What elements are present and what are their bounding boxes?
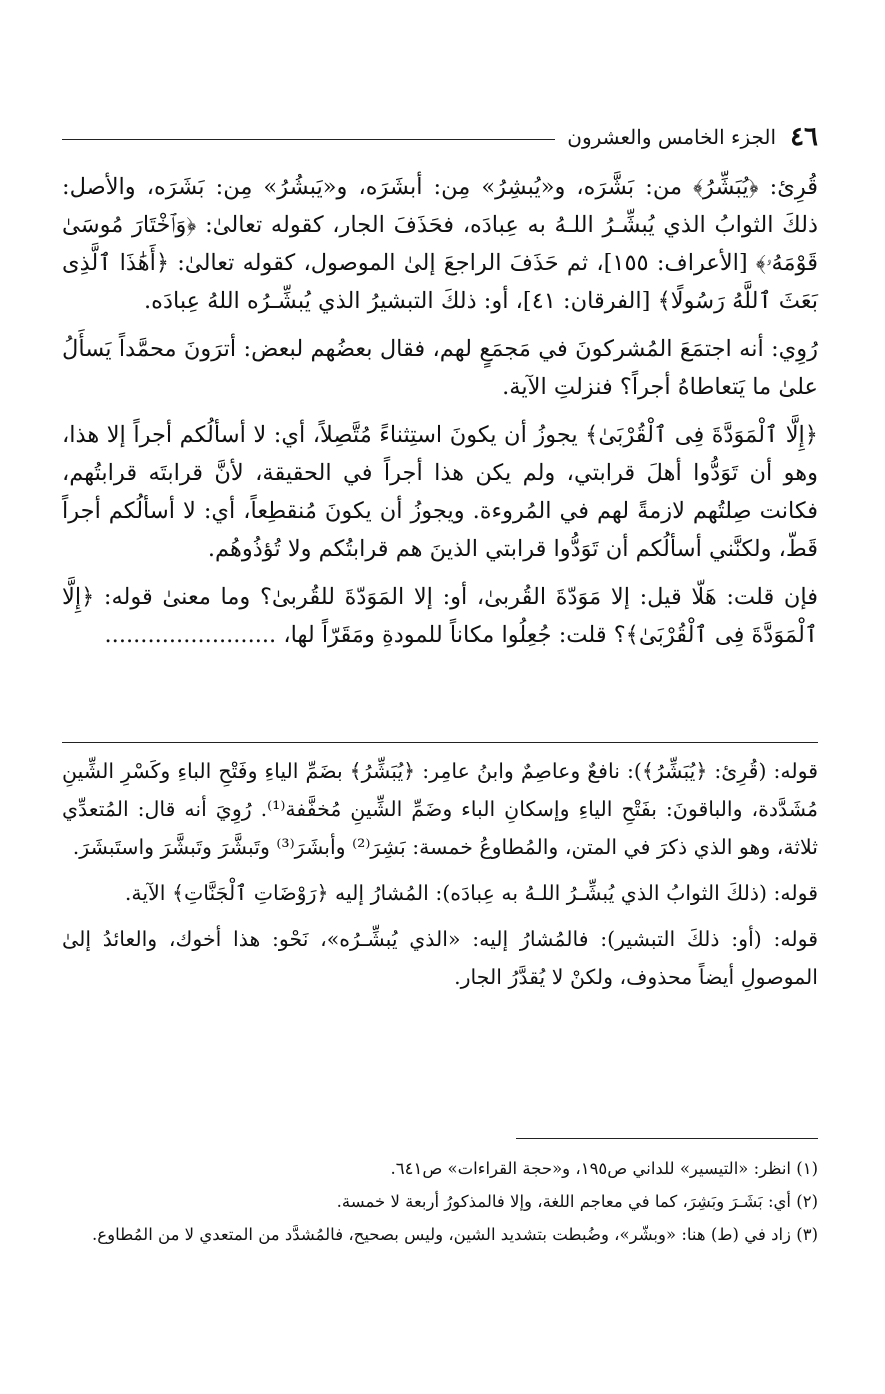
- main-paragraph-question: [62, 578, 818, 654]
- footnote-2: (٢) أي: بَشَـرَ وبَشِرَ، كما في معاجم اللغة، وإلا فالمذكورُ أربعة لا خمسة.: [336, 1192, 818, 1211]
- commentary-paragraph-reward: قوله: (ذلكَ الثوابُ الذي يُبشِّـرُ اللـهُ به عِبادَه): المُشارُ إليه ﴿رَوْضَاتِ ٱلْجَنَّاتِ﴾ الآية.: [124, 881, 818, 905]
- footnote-1: (١) انظر: «التيسير» للداني ص١٩٥، و«حجة القراءات» ص٦٤١.: [390, 1159, 818, 1178]
- commentary-section: [62, 752, 818, 1004]
- main-paragraph-readings: قُرِئ: ﴿يُبَشِّرُ﴾ من: بَشَّرَه، و«يُبشِرُ» مِن: أبشَرَه، و«يَبشُرُ» مِن: بَشَرَه، والأصل: ذلكَ الثوابُ الذي يُبشِّـرُ اللـهُ به عِبادَه، فحَذَفَ الجار، كقوله تعالىٰ: ﴿وَٱخْتَارَ مُوسَىٰ قَوْمَهُۥ﴾ [الأعراف: ١٥٥]، ثم حَذَفَ الراجعَ إلىٰ الموصول، كقوله تعالىٰ: ﴿أَهَٰذَا ٱلَّذِى بَعَثَ ٱللَّهُ رَسُولًا﴾ [الفرقان: ٤١]، أو: ذلكَ التبشيرُ الذي يُبشِّـرُه اللهُ عِبادَه.: [62, 174, 818, 314]
- continuation-dots: ........................: [104, 622, 277, 648]
- question-text: فإن قلت: هَلّا قيل: إلا مَوَدّةَ القُربىٰ، أو: إلا المَوَدّةَ للقُربىٰ؟ وما معنىٰ قوله: ﴿إِلَّا ٱلْمَوَدَّةَ فِى ٱلْقُرْبَىٰ﴾؟ قلت: جُعِلُوا مكاناً للمودةِ ومَقَرّاً لها،: [62, 584, 818, 648]
- footnote-3: (٣) زاد في (ط) هنا: «وبشّر»، وضُبطت بتشديد الشين، وليس بصحيح، فالمُشدَّد من المتعدي لا من المُطاوع.: [92, 1225, 818, 1244]
- footnotes-rule: [516, 1138, 818, 1139]
- commentary-paragraph-readings: قوله: (قُرِئ: ﴿يُبَشِّرُ﴾): نافعٌ وعاصِمٌ وابنُ عامِر: ﴿يُبَشِّرُ﴾ بضَمِّ الياءِ وفَتْحِ الباءِ وكَسْرِ الشِّينِ مُشَدَّدة، والباقونَ: بفَتْحِ الياءِ وإسكانِ الباء وضَمِّ الشِّينِ مُخفَّفة⁽¹⁾. رُوِيَ أنه قال: المُتعدِّي ثلاثة، وهو الذي ذكرَ في المتن، والمُطاوعُ خمسة: بَشِرَ⁽²⁾ وأبشَرَ⁽³⁾ وتَبشَّرَ وتَبشَّرَ واستَبشَرَ.: [62, 759, 818, 859]
- main-text: [62, 168, 818, 664]
- main-paragraph-narration: رُوِي: أنه اجتمَعَ المُشركونَ في مَجمَعٍ لهم، فقال بعضُهم لبعض: أترَونَ محمَّداً يَسأَلُ علىٰ ما يَتعاطاهُ أجراً؟ فنزلتِ الآية.: [62, 336, 818, 400]
- page-number: ٤٦: [790, 122, 818, 152]
- commentary-paragraph-tabshir: قوله: (أو: ذلكَ التبشير): فالمُشارُ إليه: «الذي يُبشِّـرُه»، نَحْو: هذا أخوك، والعائدُ إلىٰ الموصولِ أيضاً محذوف، ولكنْ لا يُقدَّرُ الجار.: [62, 927, 818, 989]
- footnotes: [62, 1152, 818, 1251]
- main-paragraph-exception: ﴿إِلَّا ٱلْمَوَدَّةَ فِى ٱلْقُرْبَىٰ﴾ يجوزُ أن يكونَ استِثناءً مُتَّصِلاً، أي: لا أسألُكم أجراً إلا هذا، وهو أن تَوَدُّوا أهلَ قرابتي، ولم يكن هذا أجراً في الحقيقة، لأنَّ قرابتَه قرابتُهم، فكانت صِلتُهم لازمةً لهم في المُروءة. ويجوزُ أن يكونَ مُنقطِعاً، أي: لا أسألُكم أجراً قَطّ، ولكنَّني أسألُكم أن تَوَدُّوا قرابتي الذينَ هم قرابتُكم ولا تُؤذُوهُم.: [62, 422, 818, 562]
- header-rule: [62, 139, 555, 140]
- commentary-divider: [62, 742, 818, 743]
- book-page: [62, 110, 818, 1290]
- running-title: الجزء الخامس والعشرون: [567, 125, 777, 149]
- page-header: [62, 120, 818, 154]
